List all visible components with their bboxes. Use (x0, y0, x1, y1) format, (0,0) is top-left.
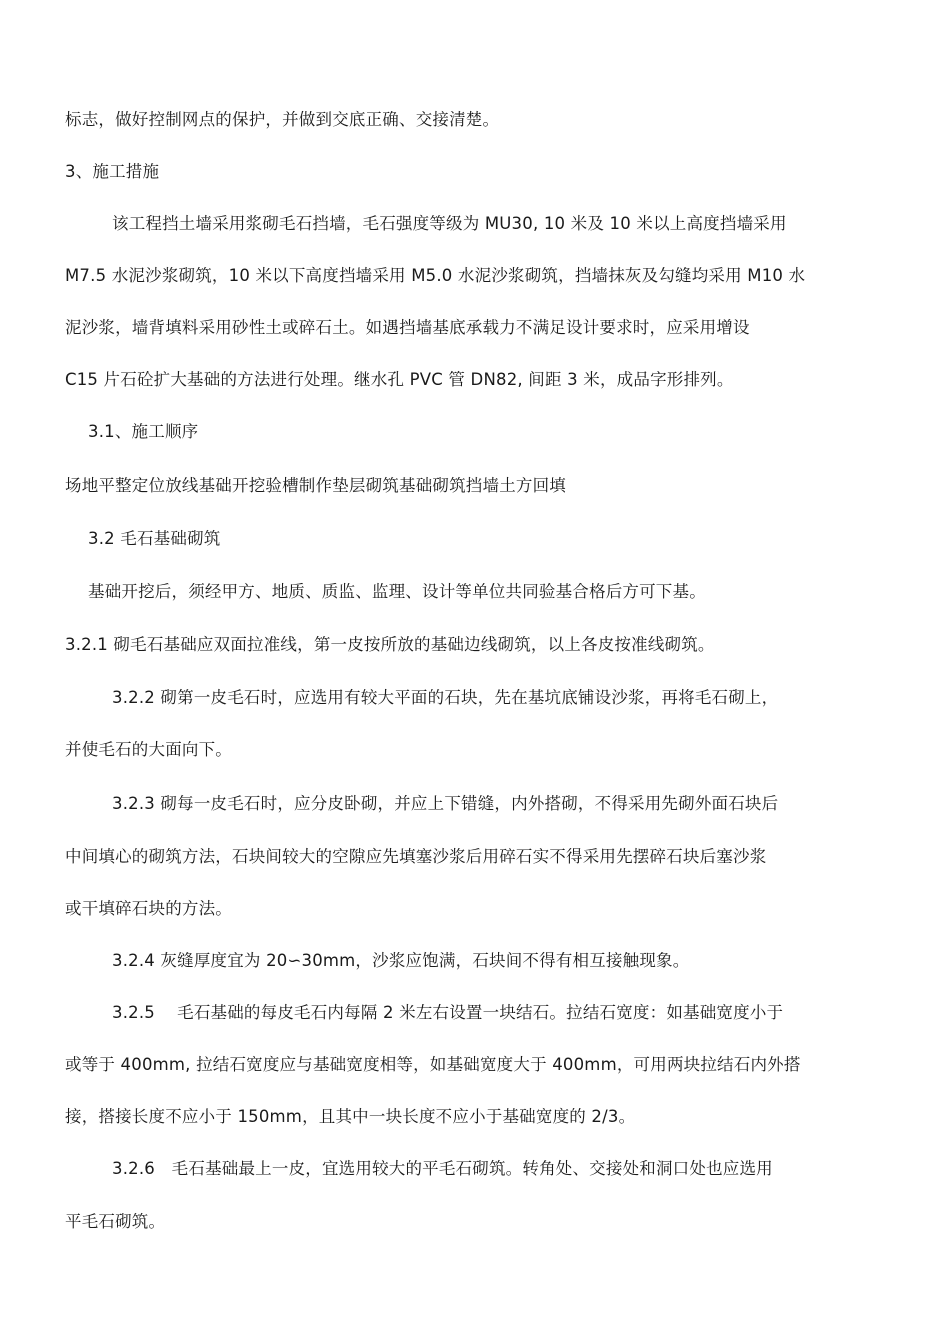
subsection-heading: 3.2 毛石基础砌筑 (88, 529, 221, 548)
paragraph-line: M7.5 水泥沙浆砌筑，10 米以下高度挡墙采用 M5.0 水泥沙浆砌筑，挡墙抹灰及勾缝均采用 M10 水 (65, 266, 806, 285)
paragraph-line: 平毛石砌筑。 (65, 1212, 166, 1231)
paragraph-line: C15 片石砼扩大基础的方法进行处理。继水孔 PVC 管 DN82, 间距 3 米，成品字形排列。 (65, 370, 734, 389)
section-heading: 3、施工措施 (65, 162, 160, 181)
subsection-heading: 3.1、施工顺序 (88, 422, 199, 441)
paragraph-line: 该工程挡土墙采用浆砌毛石挡墙，毛石强度等级为 MU30, 10 米及 10 米以上高度挡墙采用 (112, 214, 787, 233)
paragraph-line: 基础开挖后，须经甲方、地质、质监、监理、设计等单位共同验基合格后方可下基。 (88, 582, 706, 601)
paragraph-line: 标志，做好控制网点的保护，并做到交底正确、交接清楚。 (65, 110, 500, 129)
paragraph-line: 3.2.6 毛石基础最上一皮，宜选用较大的平毛石砌筑。转角处、交接处和洞口处也应选用 (112, 1159, 773, 1178)
paragraph-line: 接，搭接长度不应小于 150mm，且其中一块长度不应小于基础宽度的 2/3。 (65, 1107, 636, 1126)
paragraph-line: 泥沙浆，墙背填料采用砂性土或碎石土。如遇挡墙基底承载力不满足设计要求时，应采用增设 (65, 318, 750, 337)
paragraph-line: 3.2.5 毛石基础的每皮毛石内每隔 2 米左右设置一块结石。拉结石宽度：如基础宽度小于 (112, 1003, 784, 1022)
paragraph-line: 中间填心的砌筑方法，石块间较大的空隙应先填塞沙浆后用碎石实不得采用先摆碎石块后塞沙浆 (65, 847, 767, 866)
paragraph-line: 3.2.1 砌毛石基础应双面拉准线，第一皮按所放的基础边线砌筑，以上各皮按准线砌筑。 (65, 635, 715, 654)
paragraph-line: 或等于 400mm, 拉结石宽度应与基础宽度相等，如基础宽度大于 400mm，可用两块拉结石内外搭 (65, 1055, 801, 1074)
paragraph-line: 场地平整定位放线基础开挖验槽制作垫层砌筑基础砌筑挡墙土方回填 (65, 476, 566, 495)
paragraph-line: 3.2.4 灰缝厚度宜为 20∽30mm，沙浆应饱满，石块间不得有相互接触现象。 (112, 951, 690, 970)
paragraph-line: 3.2.3 砌每一皮毛石时，应分皮卧砌，并应上下错缝，内外搭砌，不得采用先砌外面石块后 (112, 794, 779, 813)
paragraph-line: 或干填碎石块的方法。 (65, 899, 232, 918)
paragraph-line: 并使毛石的大面向下。 (65, 740, 232, 759)
paragraph-line: 3.2.2 砌第一皮毛石时，应选用有较大平面的石块，先在基坑底铺设沙浆，再将毛石砌上， (112, 688, 779, 707)
